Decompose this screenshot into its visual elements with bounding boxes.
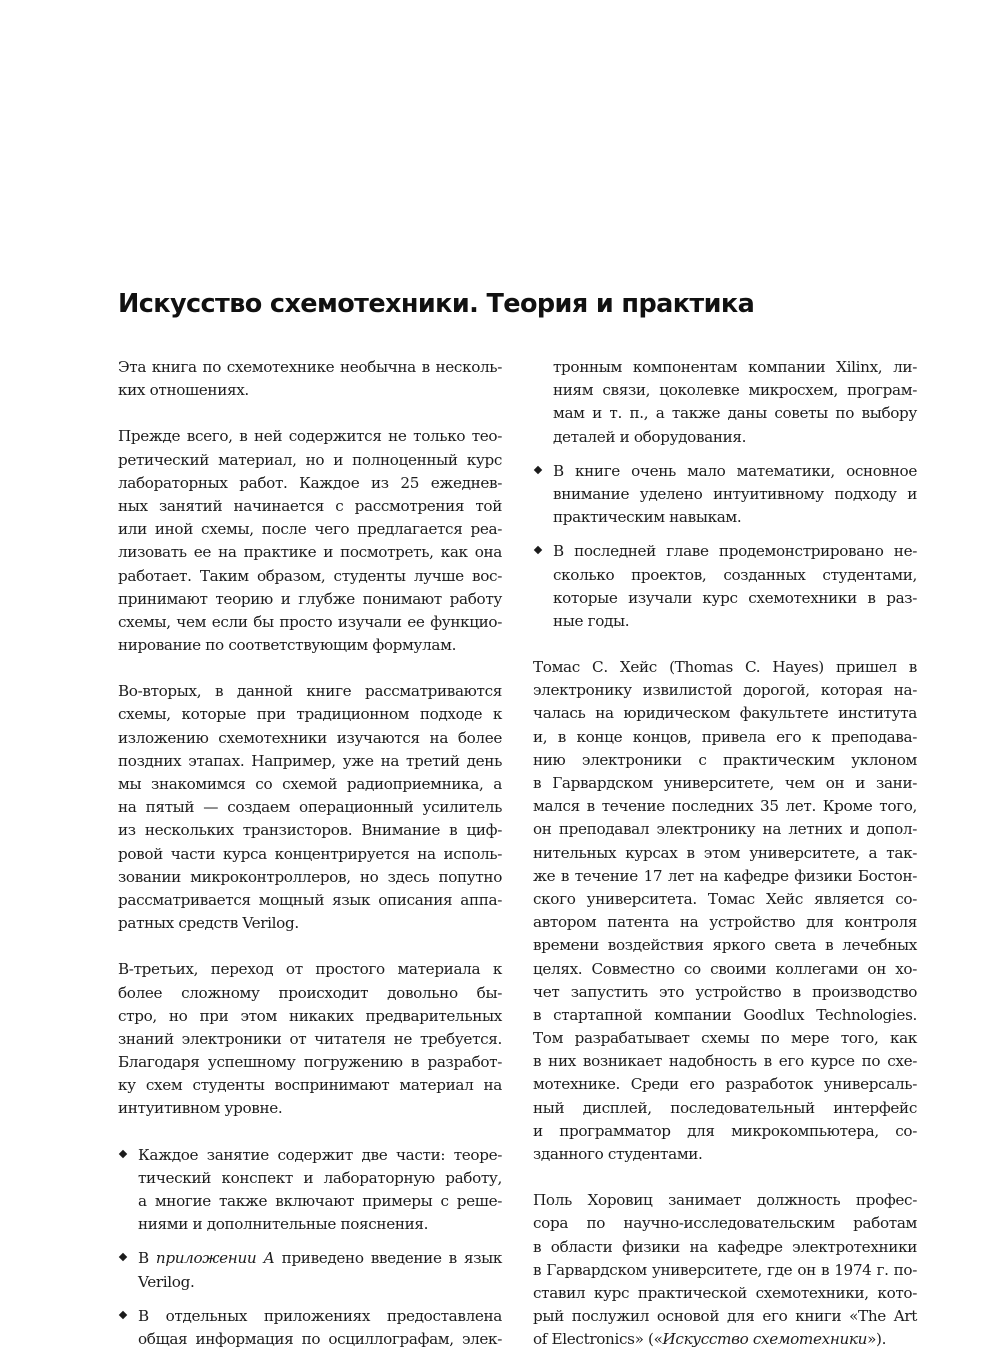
text-line <box>138 1247 502 1270</box>
text-span: В <box>138 1249 156 1268</box>
text-line: общая информация по осциллографам, элек- <box>138 1329 502 1348</box>
text-line: ниям связи, цоколевке микросхем, програм- <box>553 381 917 400</box>
text-line: мотехнике. Среди его разработок универсаль- <box>533 1075 917 1094</box>
text-line <box>533 1328 917 1351</box>
text-line: Поль Хоровиц занимает должность профес- <box>533 1191 917 1210</box>
second-point-paragraph <box>118 680 502 935</box>
right-column <box>533 356 917 1352</box>
text-line: деталей и оборудования. <box>553 427 747 446</box>
text-line: мы знакомимся со схемой радиоприемника, а <box>118 775 502 793</box>
text-line: ниями и дополнительные пояснения. <box>138 1215 429 1234</box>
text-line: лизовать ее на практике и посмотреть, как она <box>118 543 502 562</box>
text-line: из нескольких транзисторов. Внимание в циф- <box>118 821 502 840</box>
author-hayes-paragraph <box>533 656 917 1166</box>
text-line: изложению схемотехники изучаются на более <box>118 728 502 747</box>
text-line: мам и т. п., а также даны советы по выбору <box>553 404 917 423</box>
text-line: схемы, чем если бы просто изучали ее функцио- <box>118 612 502 631</box>
appendix-reference: приложении А <box>155 1249 275 1268</box>
text-line: времени воздействия яркого света в лечебных <box>533 936 917 955</box>
text-line: целях. Совместно со своими коллегами он хо- <box>533 959 917 978</box>
text-line: которые изучали курс схемотехники в раз- <box>553 588 917 607</box>
text-line: или иной схемы, после чего предлагается реа- <box>118 520 502 539</box>
text-line: он преподавал электронику на летних и допол- <box>533 820 917 839</box>
text-line: ные годы. <box>553 611 630 630</box>
text-line: ского университета. Томас Хейс является со- <box>533 889 917 908</box>
text-line: чалась на юридическом факультете института <box>533 704 917 723</box>
diamond-bullet-icon <box>119 1149 127 1157</box>
text-line: ких отношениях. <box>118 381 249 400</box>
text-line: В книге очень мало математики, основное <box>553 461 917 480</box>
bullet-item-appendices <box>118 1305 502 1351</box>
text-line: чет запустить это устройство в производство <box>533 982 917 1001</box>
text-line: нию электроники с практическим уклоном <box>533 750 917 769</box>
text-line: работает. Таким образом, студенты лучше вос- <box>118 566 502 585</box>
text-line: рый послужил основой для его книги «The Art <box>533 1307 917 1326</box>
text-line: в области физики на кафедре электротехники <box>533 1237 917 1256</box>
text-line: автором патента на устройство для контроля <box>533 913 917 932</box>
text-line: в стартапной компании Goodlux Technologies. <box>533 1005 917 1024</box>
text-line: нирование по соответствующим формулам. <box>118 636 457 655</box>
bullet-continuation <box>533 356 917 449</box>
text-line: ставил курс практической схемотехники, кото- <box>533 1283 917 1302</box>
text-span: »). <box>867 1330 887 1349</box>
text-span: of Electronics» (« <box>533 1330 663 1349</box>
text-line: В-третьих, переход от простого материала к <box>118 960 502 979</box>
left-column <box>118 356 502 1351</box>
bullet-item-appendix-a <box>118 1247 502 1293</box>
text-line: ку схем студенты воспринимают материал на <box>118 1076 502 1095</box>
bullet-item-lessons <box>118 1144 502 1237</box>
text-line: зовании микроконтроллеров, но здесь попутно <box>118 867 502 886</box>
text-line: внимание уделено интуитивному подходу и <box>553 484 917 503</box>
text-line: Каждое занятие содержит две части: теоре- <box>138 1145 502 1164</box>
third-point-paragraph <box>118 958 502 1120</box>
bullet-item-projects <box>533 540 917 633</box>
text-line: схемы, которые при традиционном подходе к <box>118 705 502 724</box>
text-line: ратных средств Verilog. <box>118 914 299 933</box>
text-line: Во-вторых, в данной книге рассматриваются <box>118 682 502 701</box>
text-line: Verilog. <box>138 1272 195 1291</box>
text-line: стро, но при этом никаких предварительных <box>118 1006 502 1025</box>
diamond-bullet-icon <box>534 546 542 554</box>
diamond-bullet-icon <box>534 466 542 474</box>
text-line: В отдельных приложениях предоставлена <box>138 1306 502 1325</box>
text-line: Томас С. Хейс (Thomas C. Hayes) пришел в <box>533 658 917 677</box>
text-line: ных занятий начинается с рассмотрения той <box>118 496 502 515</box>
text-line: в них возникает надобность в его курсе по схе- <box>533 1052 917 1071</box>
text-line: мался в течение последних 35 лет. Кроме того, <box>533 797 917 816</box>
text-line: и программатор для микрокомпьютера, со- <box>533 1121 917 1140</box>
text-line: электронику извилистой дорогой, которая на- <box>533 681 917 700</box>
text-line: знаний электроники от читателя не требуется. <box>118 1029 502 1048</box>
text-line: рассматривается мощный язык описания аппа- <box>118 890 502 909</box>
text-line: Прежде всего, в ней содержится не только тео- <box>118 427 502 446</box>
text-span: приведено введение в язык <box>274 1249 503 1268</box>
text-line: тронным компонентам компании Xilinx, ли- <box>553 358 917 376</box>
text-line: на пятый — создаем операционный усилитель <box>118 798 502 817</box>
text-line: сколько проектов, созданных студентами, <box>553 565 917 584</box>
diamond-bullet-icon <box>119 1253 127 1261</box>
first-point-paragraph <box>118 425 502 657</box>
author-horowitz-paragraph <box>533 1189 917 1351</box>
text-line: нительных курсах в этом университете, а так- <box>533 843 917 862</box>
text-line: поздних этапах. Например, уже на третий день <box>118 751 502 770</box>
text-line: ный дисплей, последовательный интерфейс <box>533 1098 917 1117</box>
text-line: и, в конце концов, привела его к преподава- <box>533 727 917 746</box>
text-line: Благодаря успешному погружению в разработ- <box>118 1053 502 1072</box>
intro-paragraph <box>118 356 502 402</box>
text-line: интуитивном уровне. <box>118 1099 283 1118</box>
text-line: же в течение 17 лет на кафедре физики Бостон- <box>533 866 917 885</box>
text-line: в Гарвардском университете, чем он и зани- <box>533 774 917 792</box>
text-line: в Гарвардском университете, где он в 1974 г. по- <box>533 1260 917 1279</box>
diamond-bullet-icon <box>119 1311 127 1319</box>
page-title: Искусство схемотехники. Теория и практика <box>118 289 755 320</box>
text-line: лабораторных работ. Каждое из 25 ежеднев- <box>118 473 502 492</box>
text-line: зданного студентами. <box>533 1145 703 1163</box>
text-line: принимают теорию и глубже понимают работу <box>118 589 502 608</box>
text-line: тический конспект и лабораторную работу, <box>138 1168 502 1187</box>
text-line: а многие также включают примеры с реше- <box>138 1192 502 1210</box>
text-line: более сложному происходит довольно бы- <box>118 983 502 1002</box>
text-line: ровой части курса концентрируется на исполь- <box>118 844 502 863</box>
text-line: практическим навыкам. <box>553 508 742 527</box>
text-line: сора по научно-исследовательским работам <box>533 1214 917 1233</box>
text-line: В последней главе продемонстрировано не- <box>553 542 917 561</box>
text-line: Том разрабатывает схемы по мере того, как <box>533 1029 917 1048</box>
bullet-item-math <box>533 460 917 530</box>
text-line: ретический материал, но и полноценный курс <box>118 450 502 469</box>
book-title-russian: Искусство схемотехники <box>662 1330 868 1349</box>
text-line: Эта книга по схемотехнике необычна в несколь- <box>118 358 502 376</box>
